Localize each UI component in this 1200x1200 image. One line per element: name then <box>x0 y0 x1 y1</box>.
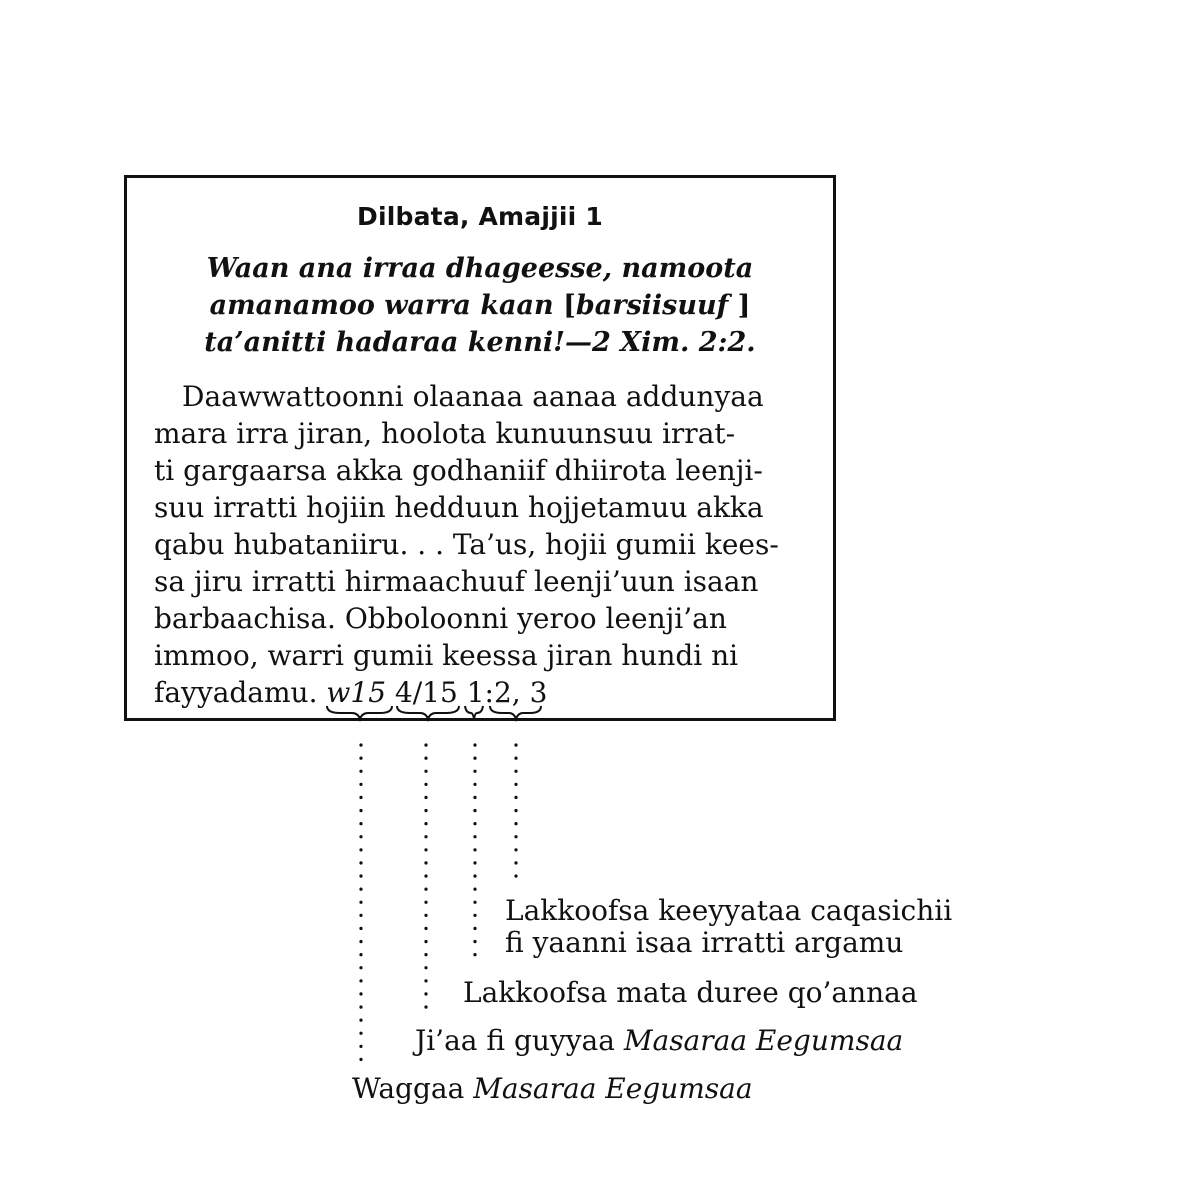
paragraph-line: immoo, warri gumii keessa jiran hundi ni <box>154 639 739 672</box>
ref-issue: 4/15 <box>394 676 458 709</box>
label-year-text: Waggaa <box>352 1072 474 1105</box>
label-year <box>352 1073 753 1105</box>
paragraph-line: suu irratti hojiin hedduun hojjetamuu akka <box>154 491 764 524</box>
ref-colon: : <box>484 676 494 709</box>
paragraph-line: Daawwattoonni olaanaa aanaa addunyaa <box>182 380 764 413</box>
open-bracket: [ <box>563 290 576 321</box>
label-year-title: Masaraa Eegumsaa <box>473 1072 753 1105</box>
brace-paragraphs <box>490 706 541 719</box>
label-issue-text: Ji’aa fi guyyaa <box>415 1024 624 1057</box>
close-bracket: ] <box>728 290 751 321</box>
paragraph-line: ti gargaarsa akka godhaniif dhiirota leenji- <box>154 454 763 487</box>
verse-line-2-text: amanamoo warra kaan <box>209 290 564 321</box>
brace-page <box>465 706 483 719</box>
date-heading: Dilbata, Amajjii 1 <box>357 202 603 231</box>
verse-line-3: ta’anitti hadaraa kenni!—2 Xim. 2:2. <box>204 327 756 358</box>
label-paragraphs-line-2: fi yaanni isaa irratti argamu <box>505 926 904 959</box>
label-paragraphs <box>505 895 952 959</box>
ref-publication-text: w15 <box>326 676 387 709</box>
paragraph-line: sa jiru irratti hirmaachuuf leenji’uun isaan <box>154 565 759 598</box>
verse-line-1: Waan ana irraa dhageesse, namoota <box>206 253 754 284</box>
label-issue-title: Masaraa Eegumsaa <box>623 1024 904 1057</box>
paragraph-line: qabu hubataniiru. . . Ta’us, hojii gumii kees- <box>154 528 779 561</box>
paragraph-line: barbaachisa. Obboloonni yeroo leenji’an <box>154 602 727 635</box>
ref-page: 1 <box>466 676 485 709</box>
paragraph-line: mara irra jiran, hoolota kunuunsuu irrat- <box>154 417 736 450</box>
label-issue <box>415 1025 903 1057</box>
label-page: Lakkoofsa mata duree qo’annaa <box>463 976 918 1009</box>
ref-paragraphs: 2, 3 <box>493 676 548 709</box>
brace-publication <box>327 706 392 719</box>
label-paragraphs-line-1: Lakkoofsa keeyyataa caqasichii <box>505 894 953 927</box>
bracketed-word: barsiisuuf <box>575 290 729 321</box>
paragraph-last-words: fayyadamu. <box>154 676 318 709</box>
brace-issue <box>397 706 459 719</box>
